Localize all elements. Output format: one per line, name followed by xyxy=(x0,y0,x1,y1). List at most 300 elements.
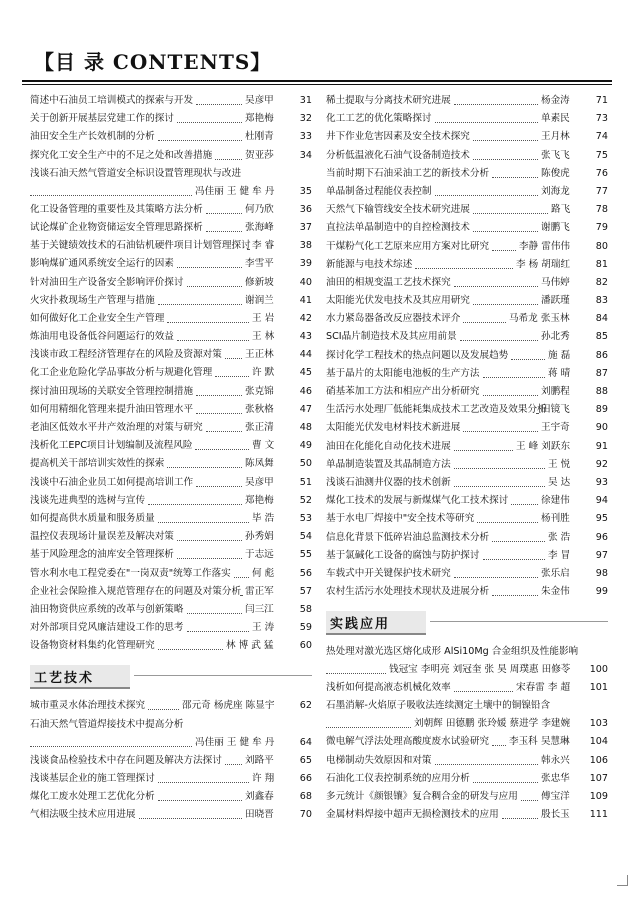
entry-author: 吴彦甲 xyxy=(245,95,274,106)
entry-page-number: 59 xyxy=(299,622,312,634)
entry-page-number: 109 xyxy=(589,791,608,802)
entry-page-number: 66 xyxy=(299,772,312,784)
entry-page-number: 44 xyxy=(299,349,312,361)
entry-page-number: 38 xyxy=(299,240,312,252)
entry-page-number: 89 xyxy=(595,404,608,416)
toc-entry[interactable] xyxy=(30,364,312,382)
toc-entry[interactable] xyxy=(30,310,312,328)
entry-title: 新能源与电技术综述 xyxy=(326,258,413,270)
entry-page-number: 91 xyxy=(595,440,608,452)
toc-entry[interactable] xyxy=(30,528,312,546)
entry-author: 蒋 晴 xyxy=(548,367,571,379)
section-header-process-technology xyxy=(30,665,130,689)
dot-leader xyxy=(463,431,538,432)
toc-entry[interactable] xyxy=(30,752,312,770)
toc-entry[interactable] xyxy=(326,147,608,165)
entry-author: 李静 雷伟伟 xyxy=(519,240,571,252)
entry-title: 石墨消解-火焰原子吸收法连续测定土壤中的铜镍铅含 xyxy=(326,700,551,712)
toc-entry[interactable] xyxy=(30,328,312,346)
entry-author: 王月林 xyxy=(541,131,570,143)
entry-title: 太阳能光伏发电材料技术新进展 xyxy=(326,422,461,434)
entry-title: 水力紧岛器备改反应器技术评介 xyxy=(326,313,461,325)
dot-leader xyxy=(435,122,538,123)
dot-leader xyxy=(415,268,513,269)
entry-author: 谢鹏飞 xyxy=(541,222,570,234)
toc-entry[interactable] xyxy=(30,383,312,401)
entry-title: 如何提高供水质量和服务质量 xyxy=(30,512,155,524)
entry-page-number: 71 xyxy=(595,95,608,106)
dot-leader xyxy=(187,631,249,632)
entry-title: 微电解气浮法处理高酸度废水试验研究 xyxy=(326,736,490,748)
entry-page-number: 85 xyxy=(595,331,608,343)
entry-page-number: 79 xyxy=(595,222,608,234)
dot-leader xyxy=(196,413,242,414)
toc-entry[interactable] xyxy=(326,165,608,183)
toc-entry[interactable] xyxy=(30,637,312,655)
dot-leader xyxy=(215,159,242,160)
dot-leader xyxy=(435,195,538,196)
dot-leader xyxy=(206,431,242,432)
entry-author: 毕 浩 xyxy=(252,512,275,524)
toc-entry[interactable] xyxy=(30,601,312,619)
toc-entry[interactable] xyxy=(326,788,608,806)
toc-entry[interactable] xyxy=(30,92,312,110)
entry-title: 直拉法单晶制造中的自控检测技术 xyxy=(326,222,470,234)
entry-page-number: 84 xyxy=(595,313,608,325)
toc-entry[interactable] xyxy=(326,292,608,310)
dot-leader xyxy=(148,709,179,710)
dot-leader xyxy=(195,449,249,450)
toc-entry[interactable] xyxy=(326,92,608,110)
entry-page-number: 52 xyxy=(299,494,312,506)
dot-leader xyxy=(177,340,249,341)
entry-page-number: 62 xyxy=(299,700,312,712)
header-rule-thin xyxy=(22,84,612,85)
entry-title: 农村生活污水处理技术现状及进展分析 xyxy=(326,586,490,598)
entry-page-number: 37 xyxy=(299,221,312,233)
entry-page-number: 80 xyxy=(595,240,608,252)
entry-title: 多元统计《颜银镶》复合稠合金的研发与应用 xyxy=(326,791,518,802)
section-rule xyxy=(134,675,312,676)
toc-entry[interactable] xyxy=(326,401,608,419)
entry-page-number: 70 xyxy=(299,809,312,821)
entry-author: 张克锦 xyxy=(245,385,274,397)
entry-title: 油田在化能化自动化技术进展 xyxy=(326,440,451,452)
entry-title: 单晶制备过程能仪表控制 xyxy=(326,185,432,197)
toc-entry[interactable] xyxy=(30,546,312,564)
entry-author: 钱冠宝 李明亮 刘冠奎 张 昊 周璞惠 田修苓 xyxy=(389,664,571,676)
toc-entry[interactable] xyxy=(326,547,608,565)
entry-title: 提高机关干部培训实效性的探索 xyxy=(30,458,165,470)
page-title: 【目 录 CONTENTS】 xyxy=(34,50,272,74)
toc-entry[interactable] xyxy=(326,474,608,492)
entry-page-number: 40 xyxy=(299,276,312,288)
entry-author: 施 磊 xyxy=(548,349,571,361)
dot-leader xyxy=(196,104,242,105)
entry-page-number: 103 xyxy=(589,718,608,730)
entry-page-number: 86 xyxy=(595,349,608,361)
entry-author: 陈俊虎 xyxy=(541,167,570,179)
dot-leader xyxy=(177,122,242,123)
dot-leader xyxy=(177,267,242,268)
entry-page-number: 68 xyxy=(299,791,312,802)
entry-title: 浅析化工EPC项目计划编制及流程风险 xyxy=(30,440,193,452)
entry-author: 傅宝洋 xyxy=(541,791,570,802)
dot-leader xyxy=(460,340,538,341)
entry-title: 影响煤矿通风系统安全运行的因素 xyxy=(30,258,174,270)
entry-author: 朱金伟 xyxy=(541,586,570,598)
dot-leader xyxy=(139,818,242,819)
entry-title: 针对油田生产设备安全影响评价探讨 xyxy=(30,276,184,288)
entry-author: 孙北秀 xyxy=(541,331,570,343)
dot-leader xyxy=(247,249,249,250)
toc-entry[interactable] xyxy=(326,183,608,201)
toc-entry[interactable] xyxy=(30,770,312,788)
entry-title: 热处理对激光选区熔化成形 AlSi10Mg 合金组织及性能影响 xyxy=(326,646,579,658)
dot-leader xyxy=(30,195,192,196)
entry-page-number: 77 xyxy=(595,185,608,197)
entry-page-number: 98 xyxy=(595,567,608,579)
entry-author: 李 杨 胡瑞红 xyxy=(516,258,571,270)
toc-entry[interactable] xyxy=(30,346,312,364)
dot-leader xyxy=(521,800,538,801)
toc-entry[interactable] xyxy=(326,733,608,751)
entry-author: 刘鹏程 xyxy=(541,386,570,397)
entry-author: 杨刊胜 xyxy=(541,513,570,525)
entry-page-number: 50 xyxy=(299,458,312,470)
entry-title: 化工企业危险化学品事故分析与规避化管理 xyxy=(30,367,213,379)
dot-leader xyxy=(454,104,538,105)
entry-author: 刘朝辉 田德鹏 张玲媛 蔡进学 李建婉 xyxy=(414,718,571,730)
entry-author: 杜刚青 xyxy=(245,131,274,143)
entry-title: 老油区低效水平井产效治理的对策与研究 xyxy=(30,422,203,433)
toc-entry[interactable] xyxy=(326,806,608,824)
dot-leader xyxy=(206,213,242,214)
entry-author: 田晓晋 xyxy=(245,809,274,821)
dot-leader xyxy=(492,745,506,746)
entry-author: 吴 达 xyxy=(548,476,571,488)
entry-page-number: 106 xyxy=(589,754,608,766)
entry-title: 煤化工废水处理工艺优化分析 xyxy=(30,791,155,802)
entry-title: 火灾扑救现场生产管理与措施 xyxy=(30,294,155,306)
section-title: 工艺技术 xyxy=(34,671,95,687)
entry-page-number: 81 xyxy=(595,258,608,270)
dot-leader xyxy=(483,559,545,560)
entry-page-number: 31 xyxy=(299,95,312,106)
entry-page-number: 35 xyxy=(299,185,312,197)
entry-author: 王 峰 刘跃东 xyxy=(516,440,571,452)
entry-title: 浅谈市政工程经济管理存在的风险及资源对策 xyxy=(30,349,222,361)
toc-entry[interactable] xyxy=(326,492,608,510)
toc-entry[interactable] xyxy=(326,752,608,770)
toc-entry[interactable] xyxy=(30,510,312,528)
left-column xyxy=(30,92,312,824)
toc-entry[interactable] xyxy=(326,110,608,128)
entry-author: 郑艳梅 xyxy=(245,494,274,506)
toc-entry[interactable] xyxy=(30,292,312,310)
entry-title: 单晶制造装置及其晶制造方法 xyxy=(326,458,451,470)
toc-entry[interactable] xyxy=(30,274,312,292)
toc-entry[interactable] xyxy=(326,565,608,583)
entry-title: 基于风险理念的油库安全管理探析 xyxy=(30,549,174,561)
toc-entry[interactable] xyxy=(326,583,608,601)
entry-page-number: 32 xyxy=(299,113,312,125)
toc-entry[interactable] xyxy=(30,697,312,715)
toc-entry[interactable] xyxy=(326,201,608,219)
entry-author: 王 岩 xyxy=(252,312,275,324)
dot-leader xyxy=(196,395,242,396)
left-entries-process xyxy=(30,697,312,824)
toc-entry[interactable] xyxy=(326,697,608,733)
entry-title: 城市重灵水体治理技术探究 xyxy=(30,700,146,712)
entry-page-number: 45 xyxy=(299,367,312,379)
toc-entry[interactable] xyxy=(326,238,608,256)
section-rule xyxy=(430,621,608,622)
right-entries-technology xyxy=(326,92,608,601)
entry-author: 王 涛 xyxy=(252,622,275,634)
toc-entry[interactable] xyxy=(30,419,312,437)
toc-entry[interactable] xyxy=(326,770,608,788)
entry-page-number: 75 xyxy=(595,149,608,161)
toc-entry[interactable] xyxy=(326,529,608,547)
entry-author: 潘跃瑾 xyxy=(541,295,570,307)
dot-leader xyxy=(326,727,411,728)
dot-leader xyxy=(473,782,538,783)
toc-entry[interactable] xyxy=(30,237,312,255)
entry-page-number: 99 xyxy=(595,586,608,598)
dot-leader xyxy=(326,673,386,674)
entry-author: 徐建伟 xyxy=(541,495,570,507)
section-header-practice-application xyxy=(326,611,426,635)
entry-title: 浅谈中石油企业员工如何提高培训工作 xyxy=(30,476,194,488)
dot-leader xyxy=(502,818,538,819)
toc-entry[interactable] xyxy=(326,274,608,292)
entry-author: 单素民 xyxy=(541,113,570,125)
dot-leader xyxy=(473,231,538,232)
dot-leader xyxy=(454,450,513,451)
entry-title: 基于晶片的太阳能电池板的生产方法 xyxy=(326,367,480,379)
entry-author: 雷正军 xyxy=(245,585,274,597)
page-corner-mark xyxy=(617,875,628,886)
right-column xyxy=(326,92,608,824)
dot-leader xyxy=(234,577,249,578)
entry-title: 基于氯碱化工设备的腐蚀与防护探讨 xyxy=(326,549,480,561)
entry-author: 王 悦 xyxy=(548,458,571,470)
dot-leader xyxy=(483,395,538,396)
entry-page-number: 76 xyxy=(595,167,608,179)
toc-entry[interactable] xyxy=(30,806,312,824)
entry-author: 张正清 xyxy=(245,422,274,433)
entry-author: 张忠华 xyxy=(541,772,570,784)
entry-author: 贺亚莎 xyxy=(245,149,274,161)
toc-entry[interactable] xyxy=(326,438,608,456)
entry-author: 张飞飞 xyxy=(541,149,570,161)
dot-leader xyxy=(454,691,513,692)
entry-title: 探究化工安全生产中的不足之处和改善措施 xyxy=(30,149,213,161)
dot-leader xyxy=(454,468,545,469)
toc-entry[interactable] xyxy=(30,455,312,473)
dot-leader xyxy=(463,322,506,323)
entry-author: 邵元奇 杨虎座 陈显宇 xyxy=(182,700,275,712)
toc-entry[interactable] xyxy=(326,456,608,474)
entry-page-number: 33 xyxy=(299,131,312,143)
dot-leader xyxy=(215,376,249,377)
entry-title: 石油化工仪表控制系统的应用分析 xyxy=(326,772,470,784)
entry-author: 刘海龙 xyxy=(541,185,570,197)
entry-author: 韩永兴 xyxy=(541,754,570,766)
right-entries-practice xyxy=(326,643,608,824)
toc-entry[interactable] xyxy=(30,788,312,806)
entry-page-number: 94 xyxy=(595,495,608,507)
entry-title: 煤化工技术的发展与新煤煤气化工技术探讨 xyxy=(326,495,509,507)
entry-page-number: 100 xyxy=(589,664,608,676)
dot-leader xyxy=(473,159,538,160)
entry-author: 李雪平 xyxy=(245,258,274,270)
toc-entry[interactable] xyxy=(326,347,608,365)
dot-leader xyxy=(148,504,242,505)
entry-author: 冯佳丽 王 健 牟 丹 xyxy=(195,736,275,748)
entry-title: 浅谈食品检验技术中存在问题及解决方法探讨 xyxy=(30,754,222,766)
toc-entry[interactable] xyxy=(30,219,312,237)
entry-page-number: 90 xyxy=(595,422,608,434)
dot-leader xyxy=(240,595,242,596)
dot-leader xyxy=(483,377,545,378)
toc-entry[interactable] xyxy=(326,643,608,679)
toc-entry[interactable] xyxy=(30,619,312,637)
entry-author: 张乐启 xyxy=(541,567,570,579)
entry-author: 刘鑫春 xyxy=(245,791,274,802)
entry-page-number: 78 xyxy=(595,204,608,216)
dot-leader xyxy=(454,286,538,287)
toc-entry[interactable] xyxy=(30,255,312,273)
entry-author: 修新坡 xyxy=(245,276,274,288)
entry-title: 电梯制动失效原因和对策 xyxy=(326,754,432,766)
toc-entry[interactable] xyxy=(30,437,312,455)
dot-leader xyxy=(225,358,242,359)
entry-author: 李玉科 吴慧琳 xyxy=(509,736,570,748)
contents-header xyxy=(22,44,612,78)
toc-entry[interactable] xyxy=(326,419,608,437)
entry-title: 浅谈石油测井仪器的技术创新 xyxy=(326,476,451,488)
entry-title: 简述中石油员工培训模式的探索与开发 xyxy=(30,95,194,106)
toc-entry[interactable] xyxy=(30,583,312,601)
entry-author: 谢润兰 xyxy=(245,294,274,306)
dot-leader xyxy=(492,595,538,596)
entry-title: 油田安全生产长效机制的分析 xyxy=(30,131,155,143)
toc-entry[interactable] xyxy=(30,110,312,128)
toc-entry[interactable] xyxy=(326,310,608,328)
dot-leader xyxy=(206,231,242,232)
entry-author: 马希龙 张玉林 xyxy=(509,313,570,325)
entry-title: 浅谈先进典型的选树与宣传 xyxy=(30,494,146,506)
left-entries-management xyxy=(30,92,312,655)
dot-leader xyxy=(187,286,242,287)
toc-entry[interactable] xyxy=(30,147,312,165)
entry-title: 关于创新开展基层党建工作的探讨 xyxy=(30,113,174,125)
entry-author: 李 冒 xyxy=(548,549,571,561)
entry-author: 林 博 武 猛 xyxy=(226,640,274,652)
dot-leader xyxy=(536,413,538,414)
entry-title: 浅谈石油天然气管道安全标识设置管理现状与改进 xyxy=(30,167,242,179)
toc-entry[interactable] xyxy=(30,492,312,510)
entry-author: 曹 文 xyxy=(252,440,275,452)
entry-title: 金属材料焊接中超声无损检测技术的应用 xyxy=(326,809,499,821)
entry-page-number: 107 xyxy=(589,772,608,784)
entry-author: 冯佳丽 王 健 牟 丹 xyxy=(195,185,275,197)
entry-author: 王宇奇 xyxy=(541,422,570,434)
entry-title: 管水利水电工程党委在"一岗双责"统筹工作落实 xyxy=(30,567,231,579)
entry-page-number: 64 xyxy=(299,736,312,748)
toc-entry[interactable] xyxy=(30,128,312,146)
toc-entry[interactable] xyxy=(326,256,608,274)
entry-author: 吴彦甲 xyxy=(245,476,274,488)
entry-author: 张 浩 xyxy=(548,531,571,543)
dot-leader xyxy=(167,467,242,468)
entry-author: 殷长玉 xyxy=(541,809,570,821)
toc-entry[interactable] xyxy=(326,679,608,697)
dot-leader xyxy=(158,304,242,305)
entry-title: 基于关键绩效技术的石油钻机硬件项目计划管理探讨 xyxy=(30,240,251,252)
entry-author: 王 林 xyxy=(252,331,275,343)
toc-entry[interactable] xyxy=(326,510,608,528)
entry-page-number: 82 xyxy=(595,276,608,288)
entry-title: 分析低温液化石油气设备制造技术 xyxy=(326,149,470,161)
dot-leader xyxy=(511,504,538,505)
entry-title: 如何做好化工企业安全生产管理 xyxy=(30,312,165,324)
entry-title: 温控仪表现场计量误差及解决对策 xyxy=(30,531,174,543)
entry-page-number: 41 xyxy=(299,294,312,306)
toc-entry[interactable] xyxy=(326,383,608,401)
entry-page-number: 34 xyxy=(299,149,312,161)
dot-leader xyxy=(454,486,545,487)
entry-page-number: 54 xyxy=(299,531,312,543)
entry-page-number: 101 xyxy=(589,682,608,694)
dot-leader xyxy=(435,764,538,765)
entry-author: 孙秀娟 xyxy=(245,531,274,543)
toc-entry[interactable] xyxy=(326,365,608,383)
toc-entry[interactable] xyxy=(30,201,312,219)
toc-entry[interactable] xyxy=(30,565,312,583)
entry-page-number: 49 xyxy=(299,440,312,452)
entry-author: 陈凤舞 xyxy=(245,458,274,470)
toc-entry[interactable] xyxy=(30,474,312,492)
entry-page-number: 46 xyxy=(299,385,312,397)
entry-author: 王正林 xyxy=(245,349,274,361)
toc-entry[interactable] xyxy=(326,219,608,237)
dot-leader xyxy=(158,522,249,523)
entry-author: 路飞 xyxy=(551,204,571,216)
dot-leader xyxy=(158,140,242,141)
entry-page-number: 93 xyxy=(595,476,608,488)
entry-author: 何 彪 xyxy=(252,567,275,579)
dot-leader xyxy=(492,177,538,178)
entry-title: 气相法吸尘技术应用进展 xyxy=(30,809,136,821)
toc-entry[interactable] xyxy=(30,716,312,752)
toc-entry[interactable] xyxy=(326,128,608,146)
entry-author: 张海峰 xyxy=(245,221,274,233)
dot-leader xyxy=(492,541,545,542)
entry-title: 化工设备管理的重要性及其策略方法分析 xyxy=(30,203,203,215)
entry-author: 郑艳梅 xyxy=(245,113,274,125)
entry-title: 信息化背景下低碎岩油总监测技术分析 xyxy=(326,531,490,543)
toc-entry[interactable] xyxy=(30,401,312,419)
entry-title: 太阳能光伏发电技术及其应用研究 xyxy=(326,295,470,307)
entry-page-number: 65 xyxy=(299,754,312,766)
toc-entry[interactable] xyxy=(326,328,608,346)
toc-entry[interactable] xyxy=(30,165,312,201)
dot-leader xyxy=(225,764,242,765)
entry-author: 张秋格 xyxy=(245,403,274,415)
